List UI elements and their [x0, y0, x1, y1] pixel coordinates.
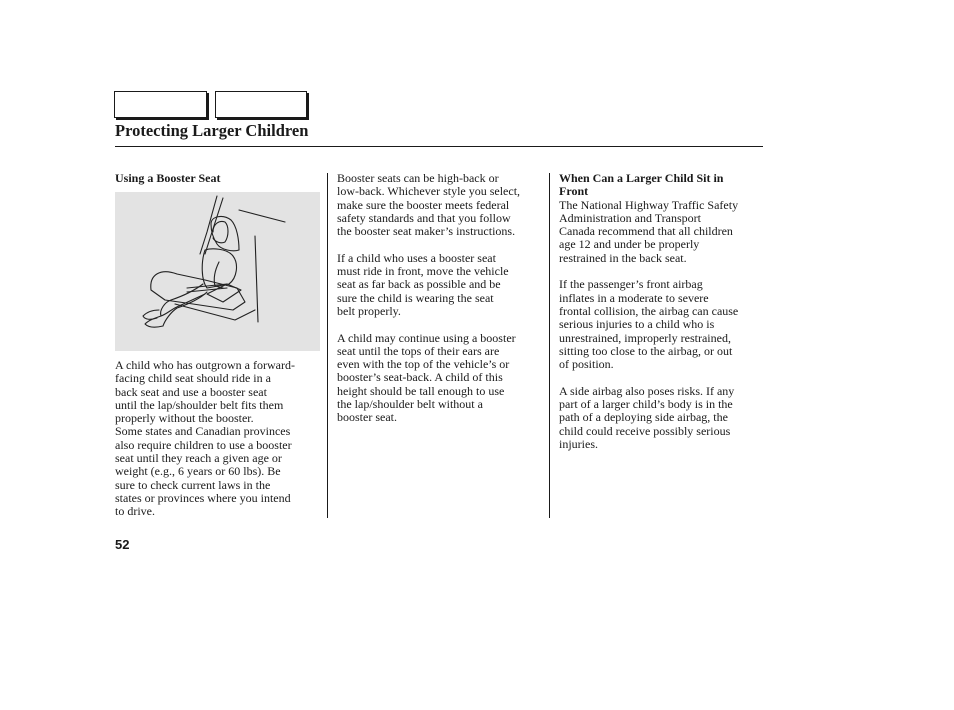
- title-divider: [115, 146, 763, 147]
- nav-tab-box-2[interactable]: [215, 91, 307, 118]
- column-divider-2: [549, 173, 550, 518]
- column-3: [559, 172, 771, 465]
- paragraph: A child may continue using a booster seat until the tops of their ears are even with the top of the vehicle’s or booster’s seat-back. A child of this height should be tall enough to use the lap/shoulder belt without a booster seat.: [337, 330, 516, 425]
- page-number: 52: [115, 537, 130, 552]
- paragraph: A side airbag also poses risks. If any part of a larger child’s body is in the path of a deploying side airbag, the child could receive possibly serious injuries.: [559, 383, 735, 451]
- paragraph: A child who has outgrown a forward- facing child seat should ride in a back seat and use a booster seat until the lap/shoulder belt fits them properly without the booster. Some states and Canadian provinces also require children to use a booster seat until they reach a given age or weight (e.g., 6 years or 60 lbs). Be sure to check current laws in the states or provinces where you intend to drive.: [115, 358, 295, 519]
- paragraph: If a child who uses a booster seat must ride in front, move the vehicle seat as far back as possible and be sure the child is wearing the seat belt properly.: [337, 250, 509, 318]
- nav-tab-box-1[interactable]: [114, 91, 207, 118]
- booster-seat-illustration: [115, 192, 320, 351]
- page-title: Protecting Larger Children: [115, 121, 309, 140]
- paragraph: If the passenger’s front airbag inflates in a moderate to severe frontal collision, the airbag can cause serious injuries to a child who is unrestrained, improperly restrained, sitting too close to the airbag, or out of position.: [559, 277, 739, 372]
- column-2: [337, 172, 547, 438]
- paragraph: Booster seats can be high-back or low-back. Whichever style you select, make sure the booster meets federal safety standards and that you follow the booster seat maker’s instructions.: [337, 171, 521, 239]
- section-heading-larger-child-front: When Can a Larger Child Sit in Front: [559, 171, 724, 199]
- column-divider-1: [327, 173, 328, 518]
- column-1: [115, 171, 325, 519]
- paragraph: The National Highway Traffic Safety Administration and Transport Canada recommend that all children age 12 and under be properly restrained in the back seat.: [559, 197, 739, 265]
- section-heading-booster-seat: Using a Booster Seat: [115, 171, 221, 185]
